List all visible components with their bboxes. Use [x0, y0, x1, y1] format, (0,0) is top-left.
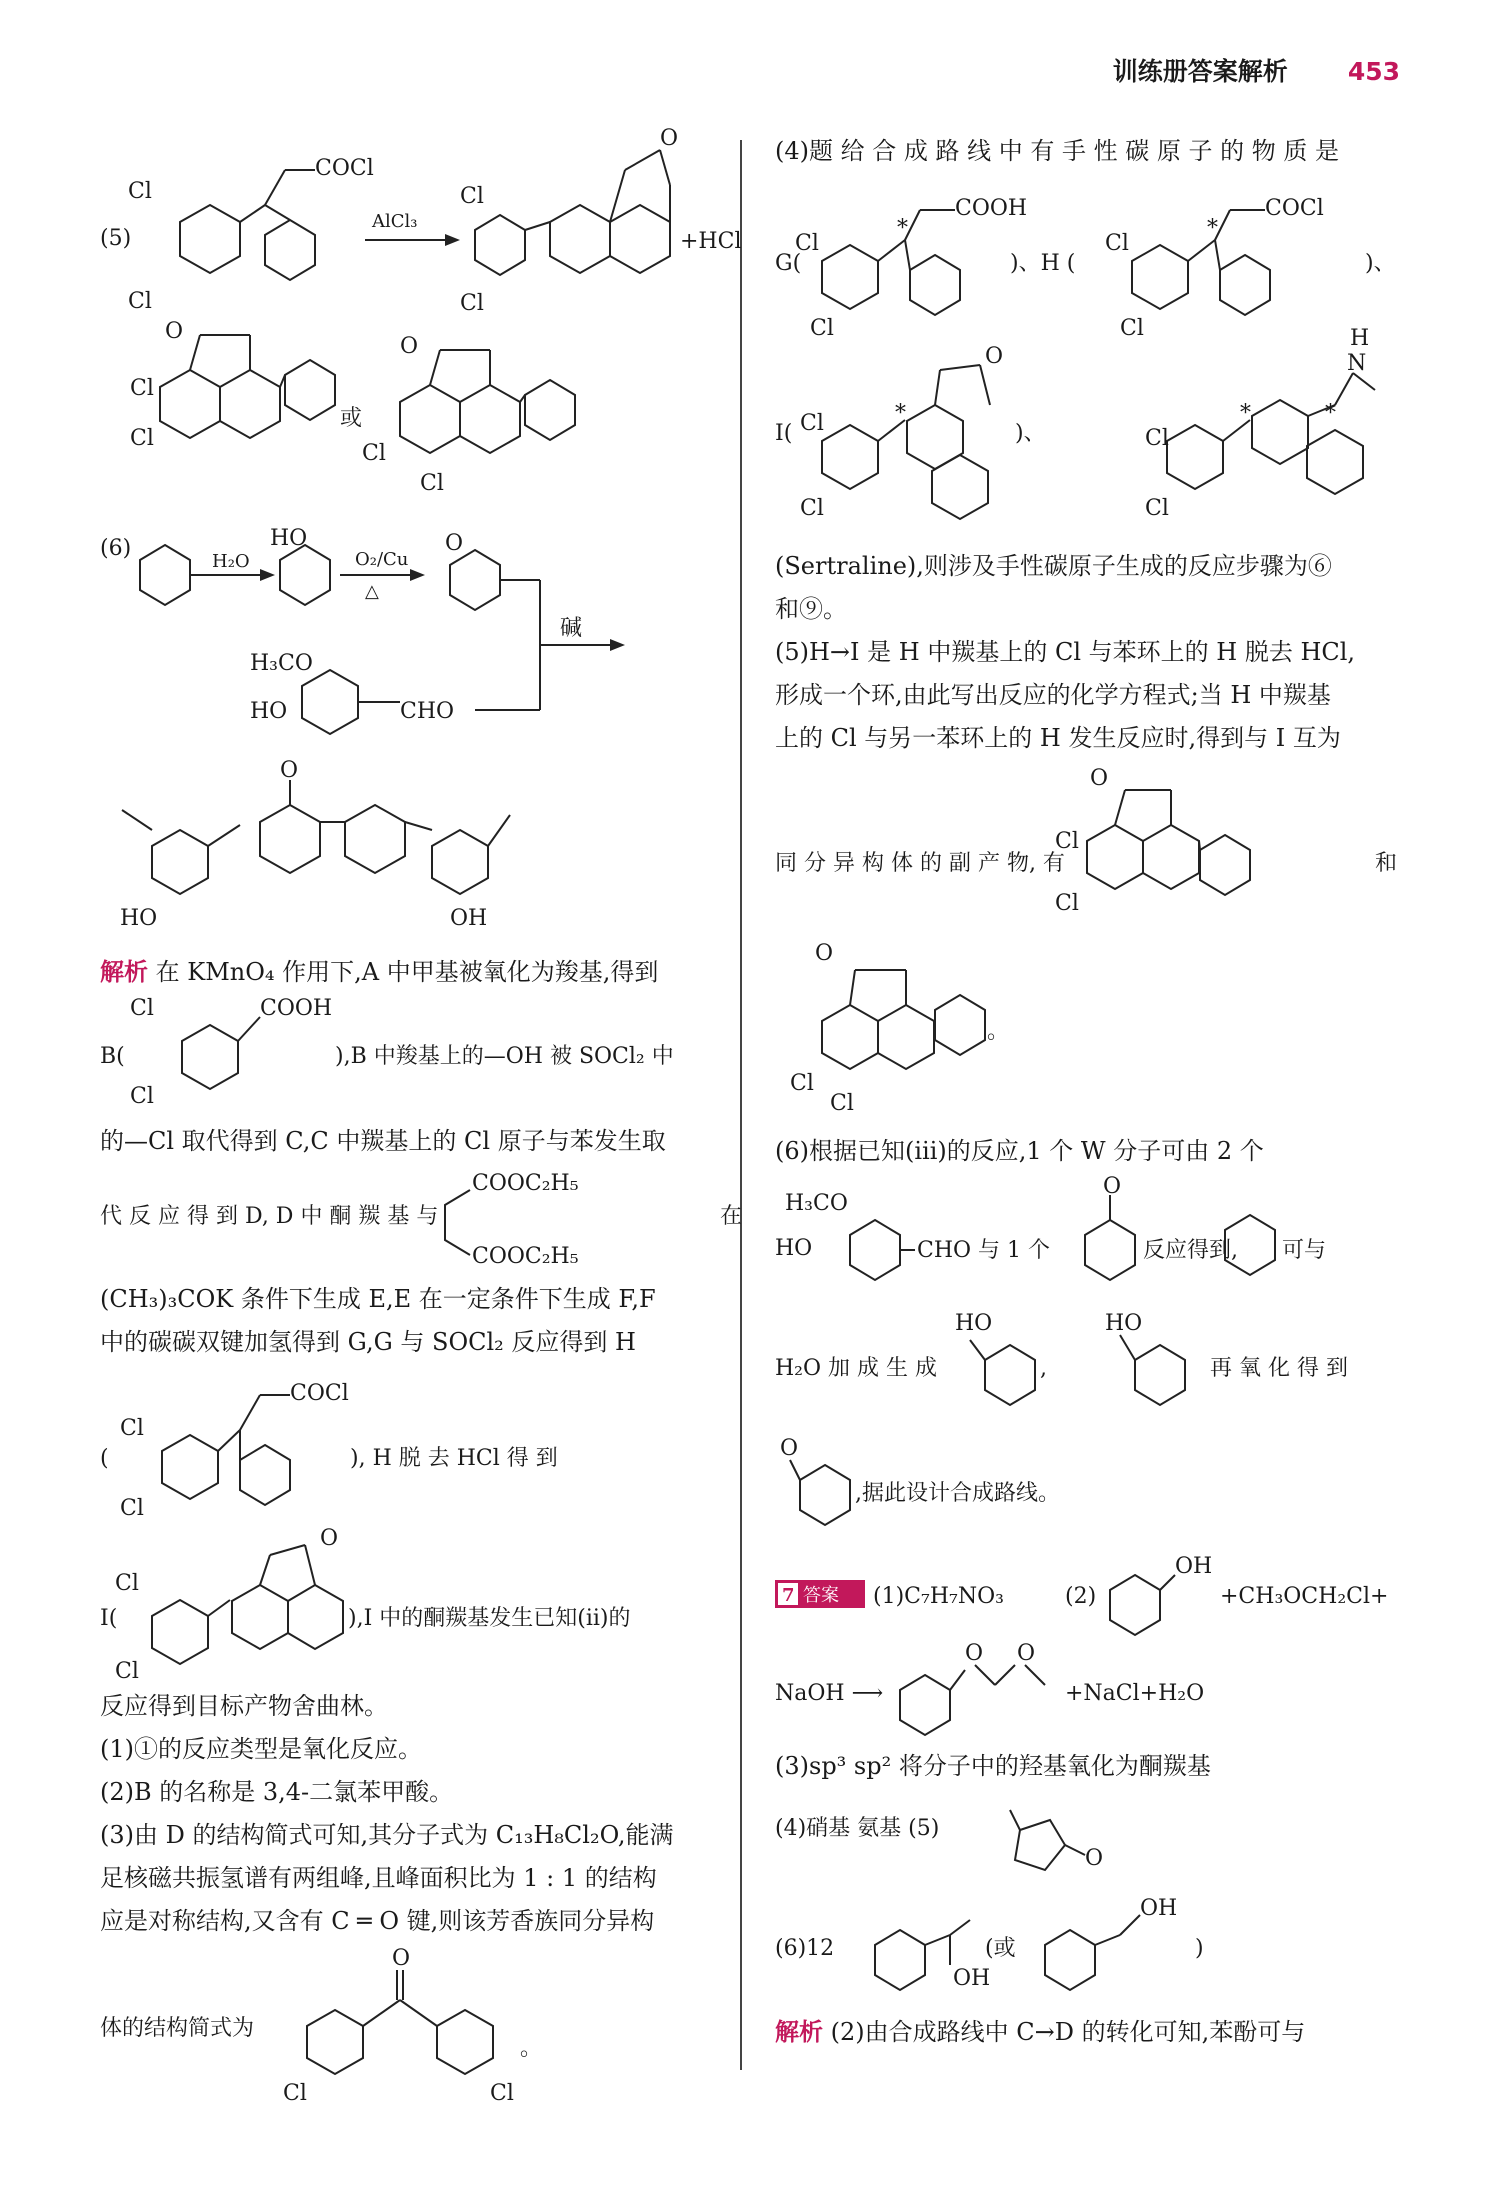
- q6-h3co: H₃CO: [785, 1191, 848, 1216]
- side-product-2: [775, 930, 1415, 1115]
- s-h: H: [1350, 326, 1370, 351]
- iso-o-1: O: [165, 319, 184, 344]
- answer-7-line-4: [775, 1785, 1415, 1885]
- h-paren-open: (: [100, 1446, 109, 1471]
- h-open: )、H (: [1010, 251, 1076, 276]
- and-label: 和: [1375, 851, 1398, 876]
- iso-cl-2: Cl: [130, 426, 154, 451]
- sp2-o: O: [815, 941, 834, 966]
- q6-text-b: H₂O 加 成 生 成: [775, 1356, 938, 1381]
- i-cl-2: Cl: [115, 1659, 139, 1684]
- a2-o-1: O: [965, 1641, 984, 1666]
- b-structure-line: [100, 995, 760, 1109]
- a4-text: (4)硝基 氨基 (5): [775, 1816, 940, 1841]
- a2-plus: +CH₃OCH₂Cl+: [1220, 1584, 1389, 1609]
- q6-line-2: [775, 1305, 1415, 1420]
- naoh-label: NaOH ⟶: [775, 1681, 884, 1706]
- answer-7-line-2: [775, 1640, 1415, 1730]
- q5-text-b: 形成一个环,由此写出反应的化学方程式;当 H 中羰基: [775, 681, 1331, 709]
- ho-1: HO: [270, 526, 308, 551]
- q3-o: O: [392, 1946, 411, 1971]
- q6-design: ,据此设计合成路线。: [855, 1481, 1060, 1506]
- q3-text-c: 应是对称结构,又含有 C ═ O 键,则该芳香族同分异构: [100, 1907, 655, 1935]
- analysis-label: 解析: [100, 957, 148, 986]
- a2-label: (2): [1065, 1584, 1097, 1609]
- hh-star: *: [1207, 216, 1218, 241]
- s-cl-2: Cl: [1145, 496, 1169, 521]
- analysis-text-1: 在 KMnO₄ 作用下,A 中甲基被氧化为羧基,得到: [155, 958, 659, 986]
- route-6-scheme: [100, 525, 740, 755]
- cl-3: Cl: [460, 184, 484, 209]
- reagent-alcl3: AlCl₃: [372, 211, 418, 232]
- g-star: *: [897, 216, 908, 241]
- h3co-1: H₃CO: [250, 651, 313, 676]
- cl-1: Cl: [128, 179, 152, 204]
- s-star-2: *: [1325, 401, 1336, 426]
- a6-or: (或: [985, 1936, 1016, 1961]
- i-cl-1: Cl: [115, 1571, 139, 1596]
- ri-star: *: [895, 401, 906, 426]
- w-ho: HO: [120, 906, 158, 931]
- sp1-cl-2: Cl: [1055, 891, 1079, 916]
- product-w: [100, 758, 740, 945]
- left-column: [100, 126, 760, 2130]
- answer-label: 答案: [803, 1585, 839, 1606]
- b-open: B(: [100, 1044, 125, 1069]
- q6-ho: HO: [775, 1236, 813, 1261]
- analysis-text-4: 代 反 应 得 到 D, D 中 酮 羰 基 与: [100, 1204, 439, 1229]
- q3-text-a: (3)由 D 的结构简式可知,其分子式为 C₁₃H₈Cl₂O,能满: [100, 1821, 674, 1849]
- zai-label: 在: [720, 1204, 743, 1229]
- q6-text-a: (6)根据已知(ⅲ)的反应,1 个 W 分子可由 2 个: [775, 1137, 1264, 1165]
- g-cooh: COOH: [955, 196, 1028, 221]
- iso-cl-4: Cl: [420, 471, 444, 496]
- q3-structure: [100, 1945, 760, 2105]
- g-cl-2: Cl: [810, 316, 834, 341]
- sp1-o: O: [1090, 766, 1109, 791]
- page-header: [1113, 52, 1400, 88]
- o-1: O: [660, 126, 679, 151]
- a2-o-2: O: [1017, 1641, 1036, 1666]
- a6-close: ): [1195, 1936, 1204, 1961]
- w-o: O: [280, 758, 299, 783]
- iso-cl-3: Cl: [362, 441, 386, 466]
- h-cl-2: Cl: [120, 1496, 144, 1521]
- side-product-1: [775, 760, 1415, 920]
- ri-o: O: [985, 344, 1004, 369]
- h-close: )、: [1365, 251, 1396, 276]
- page-number: 453: [1347, 57, 1400, 86]
- ho-2: HO: [250, 699, 288, 724]
- h-cocl: COCl: [290, 1381, 349, 1406]
- or-label: 或: [340, 406, 363, 431]
- q3-text-d: 体的结构简式为: [100, 2016, 255, 2041]
- final-analysis-line: [775, 2010, 1305, 2054]
- s-star-1: *: [1240, 401, 1251, 426]
- q6-line-1: [775, 1175, 1415, 1300]
- sp2-period: 。: [987, 1019, 1010, 1044]
- reaction-5-scheme: [100, 126, 742, 330]
- analysis-text-7: ), H 脱 去 HCl 得 到: [350, 1446, 558, 1471]
- g-h-structures: [775, 170, 1415, 340]
- b-cl-2: Cl: [130, 1084, 154, 1109]
- o-route: O: [445, 531, 464, 556]
- analysis-line-9: 反应得到目标产物舍曲林。: [100, 1692, 388, 1720]
- q3-text-b: 足核磁共振氢谱有两组峰,且峰面积比为 1 : 1 的结构: [100, 1864, 657, 1892]
- q5-text-a: (5)H→I 是 H 中羰基上的 Cl 与苯环上的 H 脱去 HCl,: [775, 638, 1356, 666]
- a6-oh-2: OH: [1140, 1896, 1178, 1921]
- base-label: 碱: [560, 616, 583, 641]
- w-oh: OH: [450, 906, 488, 931]
- right-column: [775, 130, 1415, 2130]
- q6-cho-with: CHO 与 1 个: [917, 1238, 1051, 1263]
- analysis-text-8: ),I 中的酮羰基发生已知(ⅱ)的: [348, 1606, 631, 1631]
- i-sertraline-structures: [775, 326, 1415, 540]
- cocl-label: COCl: [315, 156, 374, 181]
- q4-text-b: (Sertraline),则涉及手性碳原子生成的反应步骤为⑥: [775, 552, 1332, 580]
- i-o: O: [320, 1526, 339, 1551]
- q1-text: (1)①的反应类型是氧化反应。: [100, 1735, 422, 1763]
- cooc2h5-2: COOC₂H₅: [472, 1244, 579, 1269]
- o2cu-label: O₂/Cu: [355, 549, 409, 570]
- q6-react-get: 反应得到,: [1143, 1238, 1238, 1263]
- s-cl-1: Cl: [1145, 426, 1169, 451]
- analysis-line-1: [100, 950, 658, 994]
- cl-4: Cl: [460, 291, 484, 316]
- cl-2: Cl: [128, 289, 152, 314]
- ri-open: I(: [775, 421, 793, 446]
- delta-label: △: [365, 581, 379, 602]
- q6-ho-2: HO: [1105, 1311, 1143, 1336]
- g-open: G(: [775, 251, 802, 276]
- q6-ke-yu: 可与: [1282, 1238, 1327, 1263]
- q6-comma: ,: [1040, 1356, 1047, 1381]
- i-open: I(: [100, 1606, 118, 1631]
- cho-1: CHO: [400, 699, 455, 724]
- analysis-line-5: (CH₃)₃COK 条件下生成 E,E 在一定条件下生成 F,F: [100, 1285, 656, 1313]
- hcl-label: +HCl: [680, 229, 742, 254]
- final-analysis-label: 解析: [775, 2017, 823, 2046]
- analysis-line-6: 中的碳碳双键加氢得到 G,G 与 SOCl₂ 反应得到 H: [100, 1328, 636, 1356]
- a3-text: (3)sp³ sp² 将分子中的羟基氧化为酮羰基: [775, 1752, 1211, 1780]
- s-n: N: [1347, 351, 1367, 376]
- g-cl-1: Cl: [795, 231, 819, 256]
- answer-7-line-6: [775, 1890, 1415, 2000]
- hh-cl-2: Cl: [1120, 316, 1144, 341]
- b-cooh: COOH: [260, 996, 333, 1021]
- answer-number: 7: [782, 1585, 795, 1606]
- rxn6-label: (6): [100, 536, 132, 561]
- b-cl-1: Cl: [130, 996, 154, 1021]
- a2-oh: OH: [1175, 1554, 1213, 1579]
- a6-oh-1: OH: [953, 1966, 991, 1991]
- q6-ho-1: HO: [955, 1311, 993, 1336]
- h-structure-line: [100, 1370, 760, 1520]
- final-analysis-text: (2)由合成路线中 C→D 的转化可知,苯酚可与: [830, 2018, 1306, 2046]
- q6-o-2: O: [780, 1436, 799, 1461]
- sp1-cl-1: Cl: [1055, 829, 1079, 854]
- q5-text-d: 同 分 异 构 体 的 副 产 物, 有: [775, 851, 1065, 876]
- q3-period: 。: [520, 2036, 543, 2061]
- q4-text-c: 和⑨。: [775, 595, 847, 623]
- a6-text: (6)12: [775, 1936, 835, 1961]
- q4-text-a: (4)题 给 合 成 路 线 中 有 手 性 碳 原 子 的 物 质 是: [775, 137, 1340, 165]
- analysis-text-2: ),B 中羧基上的—OH 被 SOCl₂ 中: [335, 1044, 674, 1069]
- q2-text: (2)B 的名称是 3,4-二氯苯甲酸。: [100, 1778, 454, 1806]
- q3-cl-2: Cl: [490, 2081, 514, 2106]
- sp2-cl-2: Cl: [830, 1091, 854, 1116]
- rxn5-label: (5): [100, 226, 132, 251]
- q6-o-1: O: [1103, 1174, 1122, 1199]
- h-cl-1: Cl: [120, 1416, 144, 1441]
- q3-cl-1: Cl: [283, 2081, 307, 2106]
- cooc2h5-1: COOC₂H₅: [472, 1171, 579, 1196]
- hh-cocl: COCl: [1265, 196, 1324, 221]
- header-title: 训练册答案解析: [1112, 57, 1288, 86]
- isomer-pair: [100, 310, 740, 500]
- iso-o-2: O: [400, 334, 419, 359]
- d-line: [100, 1160, 760, 1270]
- q5-text-c: 上的 Cl 与另一苯环上的 H 发生反应时,得到与 I 互为: [775, 724, 1341, 752]
- analysis-line-3: 的—Cl 取代得到 C,C 中羰基上的 Cl 原子与苯发生取: [100, 1127, 666, 1155]
- a1-text: (1)C₇H₇NO₃: [873, 1584, 1004, 1609]
- ri-cl-1: Cl: [800, 411, 824, 436]
- answer-7-line-1: [775, 1555, 1415, 1635]
- iso-cl-1: Cl: [130, 376, 154, 401]
- q6-line-3: [775, 1430, 1415, 1540]
- sp2-cl-1: Cl: [790, 1071, 814, 1096]
- ri-cl-2: Cl: [800, 496, 824, 521]
- ri-close: )、: [1015, 421, 1046, 446]
- a5-o: O: [1085, 1846, 1104, 1871]
- hh-cl-1: Cl: [1105, 231, 1129, 256]
- q6-reoxid: 再 氧 化 得 到: [1210, 1356, 1348, 1381]
- a2-products: +NaCl+H₂O: [1065, 1681, 1205, 1706]
- h2o-label: H₂O: [212, 551, 250, 572]
- i-structure-line: [100, 1526, 760, 1684]
